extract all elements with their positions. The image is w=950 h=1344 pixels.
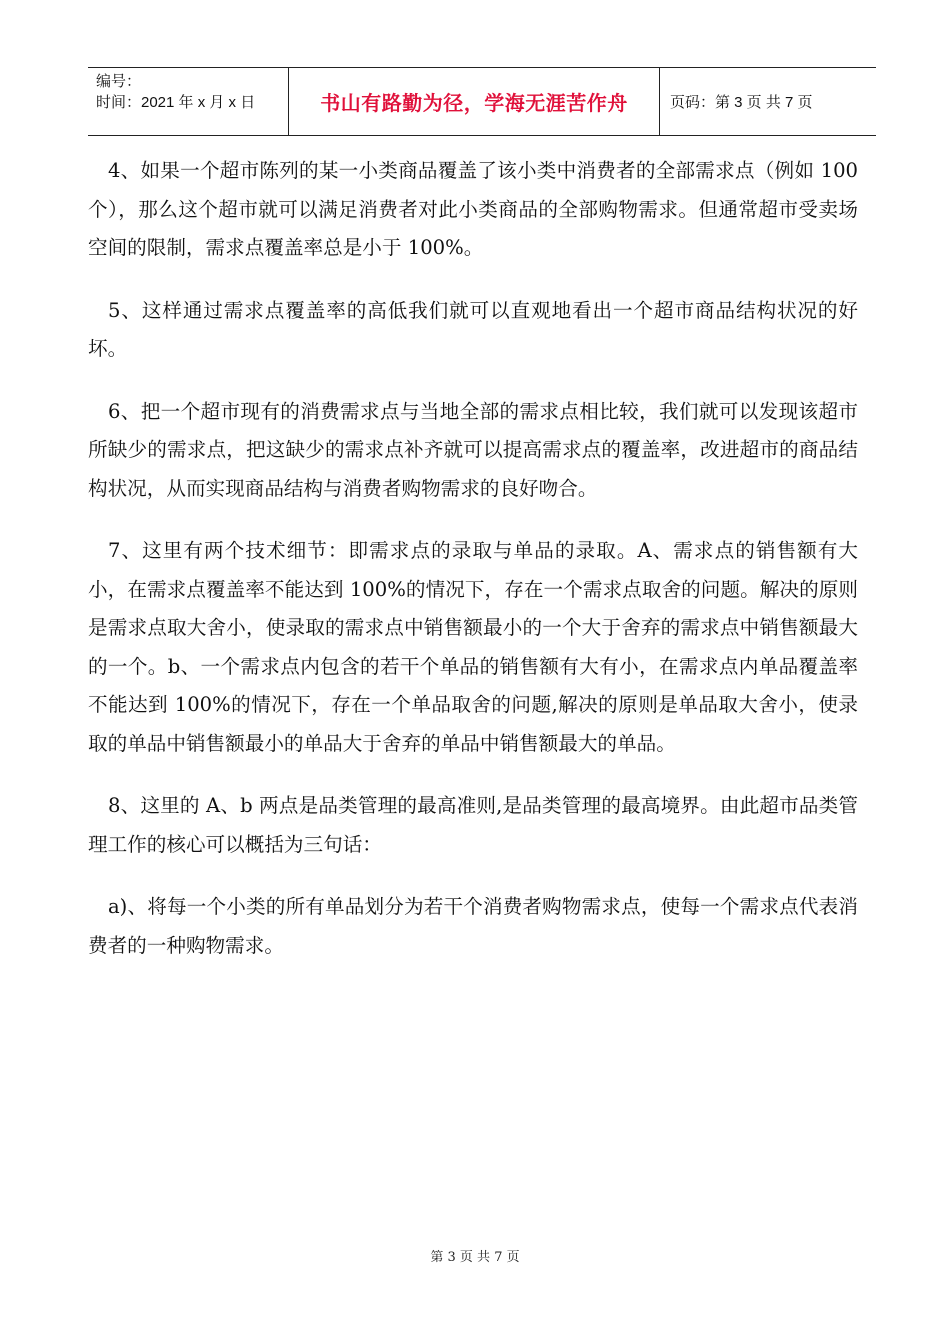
header-motto-cell <box>288 68 660 135</box>
paragraph-5: 5、这样通过需求点覆盖率的高低我们就可以直观地看出一个超市商品结构状况的好坏。 <box>88 298 858 360</box>
doc-number-label: 编号： <box>96 73 142 90</box>
document-body <box>88 152 858 989</box>
footer-page-indicator: 第 3 页 共 7 页 <box>430 1250 520 1265</box>
paragraph-4: 4、如果一个超市陈列的某一小类商品覆盖了该小类中消费者的全部需求点（例如 100 个），那么这个超市就可以满足消费者对此小类商品的全部购物需求。但通常超市受卖场空间的限制，需求点覆盖率总是小于 100%。 <box>88 159 858 259</box>
paragraph-6: 6、把一个超市现有的消费需求点与当地全部的需求点相比较，我们就可以发现该超市所缺少的需求点，把这缺少的需求点补齐就可以提高需求点的覆盖率，改进超市的商品结构状况，从而实现商品结构与消费者购物需求的良好吻合。 <box>88 399 858 500</box>
page-code-text: 页码：第 3 页 共 7 页 <box>670 94 813 111</box>
header-meta <box>88 68 288 135</box>
paragraph-7: 7、这里有两个技术细节：即需求点的录取与单品的录取。A、需求点的销售额有大小，在需求点覆盖率不能达到 100%的情况下，存在一个需求点取舍的问题。解决的原则是需求点取大舍小，使录取的需求点中销售额最小的一个大于舍弃的需求点中销售额最大的一个。b、一个需求点内包含的若干个单品的销售额有大有小，在需求点内单品覆盖率不能达到 100%的情况下，存在一个单品取舍的问题,解决的原则是单品取大舍小，使录取的单品中销售额最小的单品大于舍弃的单品中销售额最大的单品。 <box>88 539 858 755</box>
doc-time-label: 时间：2021 年 x 月 x 日 <box>96 94 256 111</box>
header-page-code <box>660 68 876 135</box>
paragraph-8: 8、这里的 A、b 两点是品类管理的最高准则,是品类管理的最高境界。由此超市品类管理工作的核心可以概括为三句话： <box>88 794 858 856</box>
header-motto: 书山有路勤为径，学海无涯苦作舟 <box>320 91 628 115</box>
page-header <box>88 67 876 136</box>
paragraph-a: a)、将每一个小类的所有单品划分为若干个消费者购物需求点，使每一个需求点代表消费者的一种购物需求。 <box>88 895 858 957</box>
page-footer <box>0 1246 950 1265</box>
